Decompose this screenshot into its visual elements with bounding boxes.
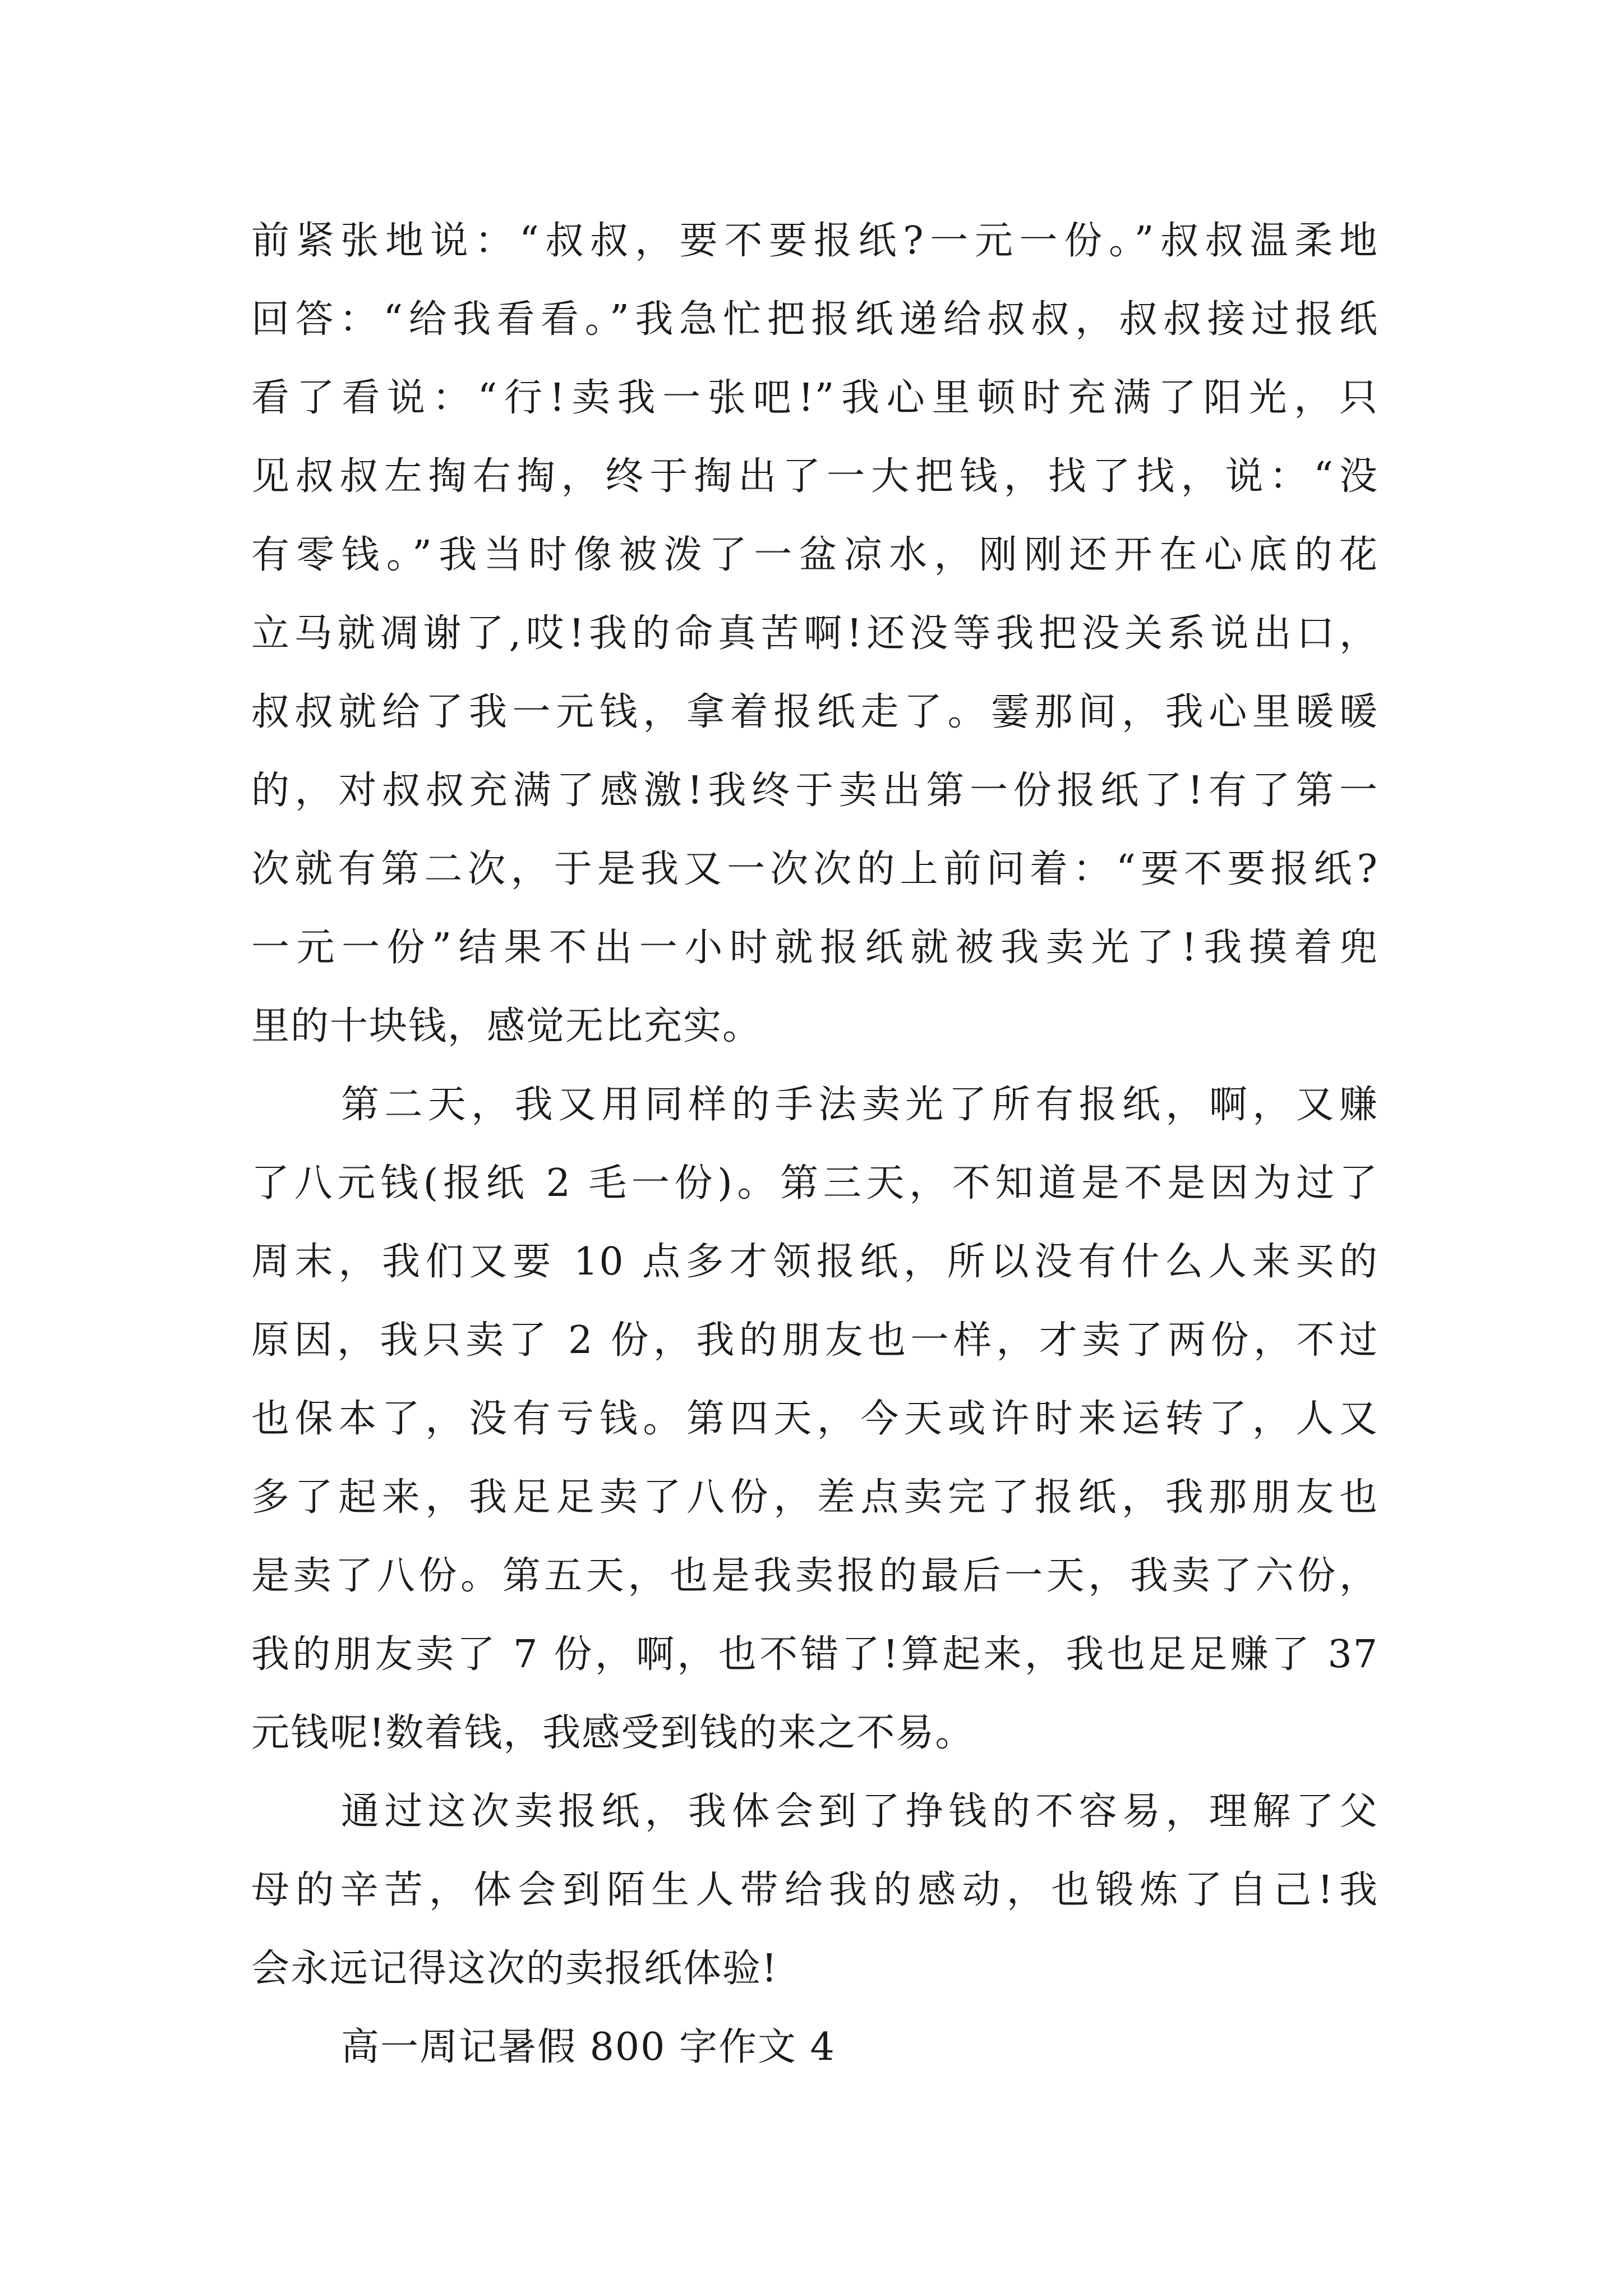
text-line: 前紧张地说：“叔叔，要不要报纸?一元一份。”叔叔温柔地: [251, 219, 1378, 263]
section-heading: 高一周记暑假 800 字作文 4: [341, 2025, 836, 2069]
text-line: 叔叔就给了我一元钱，拿着报纸走了。霎那间，我心里暖暖: [251, 690, 1378, 734]
text-line: 有零钱。”我当时像被泼了一盆凉水，刚刚还开在心底的花: [251, 533, 1378, 577]
text-line: 我的朋友卖了 7 份，啊，也不错了!算起来，我也足足赚了 37: [251, 1632, 1378, 1677]
text-line: 母的辛苦，体会到陌生人带给我的感动，也锻炼了自己!我: [251, 1868, 1378, 1912]
text-line: 见叔叔左掏右掏，终于掏出了一大把钱，找了找，说：“没: [251, 454, 1378, 499]
text-line: 周末，我们又要 10 点多才领报纸，所以没有什么人来买的: [251, 1240, 1378, 1284]
text-line: 看了看说：“行!卖我一张吧!”我心里顿时充满了阳光，只: [251, 376, 1378, 420]
text-line: 原因，我只卖了 2 份，我的朋友也一样，才卖了两份，不过: [251, 1318, 1378, 1363]
body-text: [251, 202, 1378, 2087]
text-line: 立马就凋谢了,哎!我的命真苦啊!还没等我把没关系说出口，: [251, 611, 1378, 656]
text-line: 通过这次卖报纸，我体会到了挣钱的不容易，理解了父: [341, 1789, 1378, 1834]
text-line: 元钱呢!数着钱，我感受到钱的来之不易。: [251, 1711, 975, 1755]
text-line: 的，对叔叔充满了感激!我终于卖出第一份报纸了!有了第一: [251, 769, 1378, 813]
text-line: 了八元钱(报纸 2 毛一份)。第三天，不知道是不是因为过了: [251, 1161, 1378, 1205]
text-line: 是卖了八份。第五天，也是我卖报的最后一天，我卖了六份，: [251, 1554, 1378, 1598]
text-line: 会永远记得这次的卖报纸体验!: [251, 1947, 778, 1991]
text-line: 里的十块钱，感觉无比充实。: [251, 1004, 762, 1048]
text-line: 回答：“给我看看。”我急忙把报纸递给叔叔，叔叔接过报纸: [251, 297, 1378, 342]
text-line: 第二天，我又用同样的手法卖光了所有报纸，啊，又赚: [341, 1083, 1378, 1127]
text-line: 多了起来，我足足卖了八份，差点卖完了报纸，我那朋友也: [251, 1475, 1378, 1520]
text-line: 一元一份”结果不出一小时就报纸就被我卖光了!我摸着兜: [251, 926, 1378, 970]
text-line: 次就有第二次，于是我又一次次的上前问着：“要不要报纸?: [251, 847, 1378, 891]
text-line: 也保本了，没有亏钱。第四天，今天或许时来运转了，人又: [251, 1397, 1378, 1441]
